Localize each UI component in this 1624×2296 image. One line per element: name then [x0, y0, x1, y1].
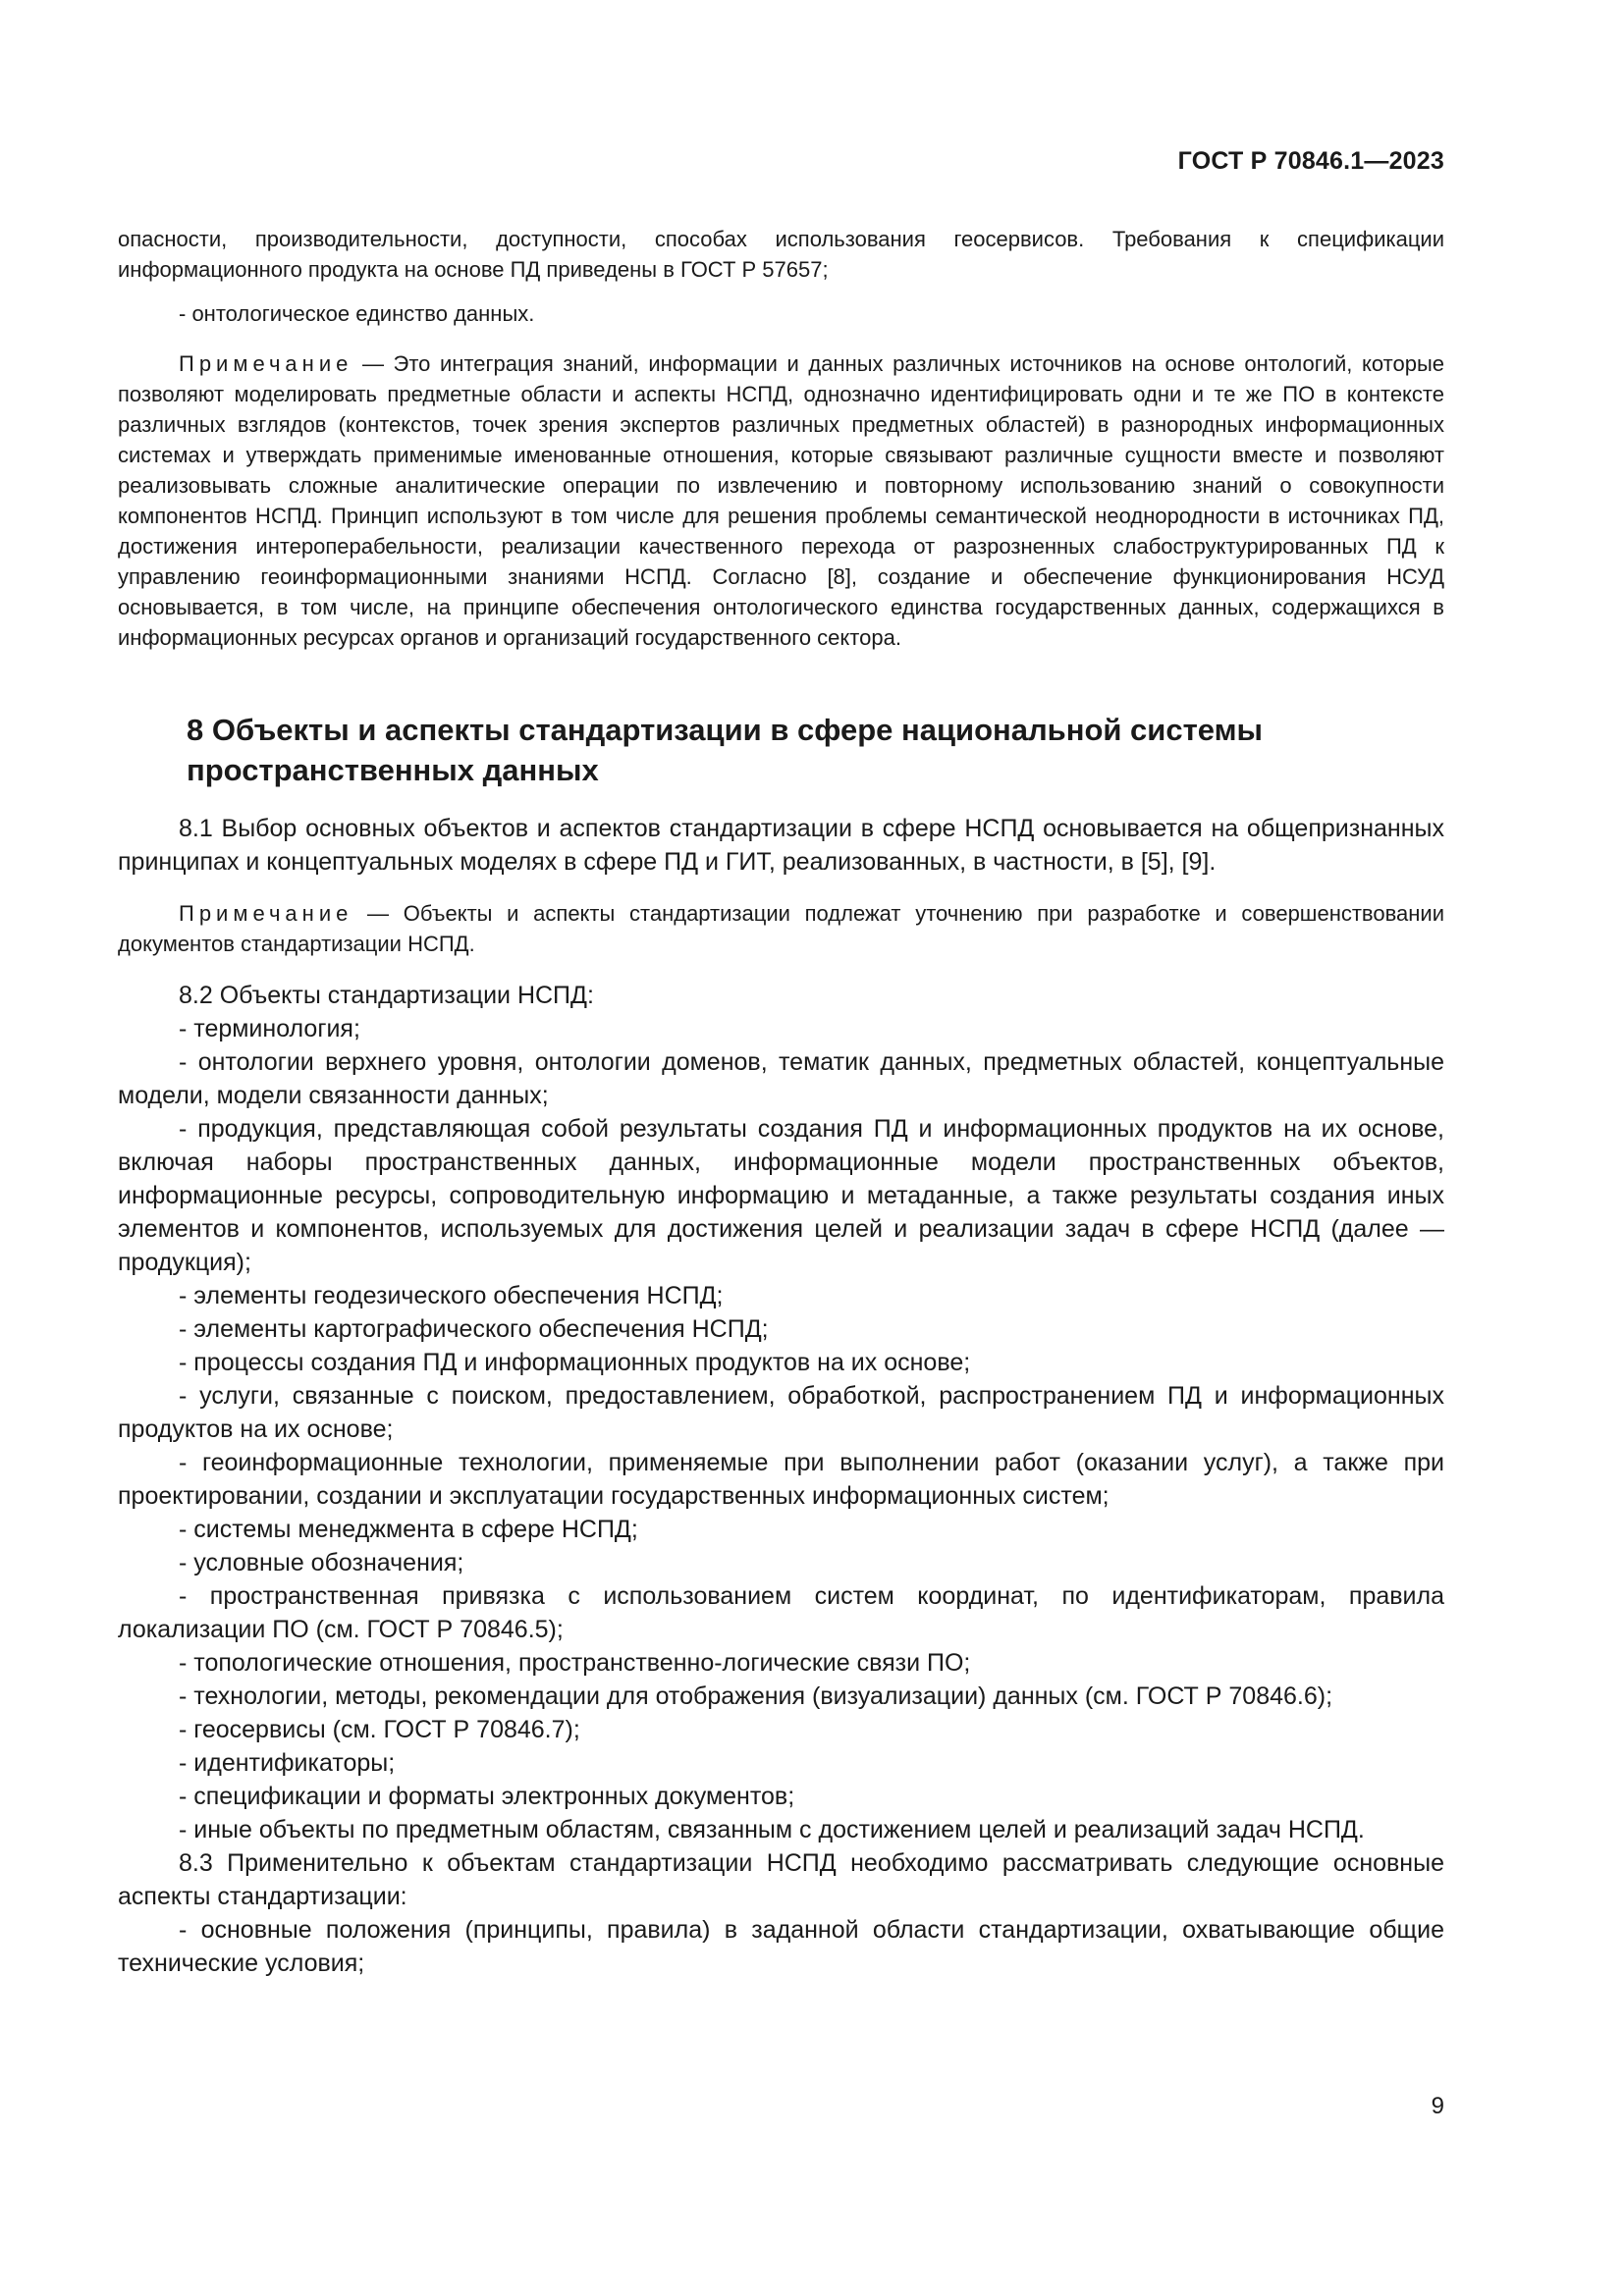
- note-text: — Объекты и аспекты стандартизации подлежат уточнению при разработке и совершенствовании документов стандартизации НСПД.: [118, 901, 1444, 956]
- paragraph-8-2: 8.2 Объекты стандартизации НСПД:: [179, 982, 594, 1009]
- document-code-header: ГОСТ Р 70846.1—2023: [1177, 147, 1444, 175]
- list-item: - идентификаторы;: [179, 1749, 396, 1777]
- note-8-1-block: [118, 898, 1444, 959]
- note-label: Примечание: [179, 351, 353, 376]
- list-item: - технологии, методы, рекомендации для отображения (визуализации) данных (см. ГОСТ Р 70846.6);: [179, 1682, 1333, 1710]
- paragraph-8-3: 8.3 Применительно к объектам стандартизации НСПД необходимо рассматривать следующие основные аспекты стандартизации:: [118, 1849, 1444, 1910]
- list-item: - терминология;: [179, 1015, 360, 1042]
- list-item: - элементы геодезического обеспечения НСПД;: [179, 1282, 724, 1309]
- section-8-heading: [118, 710, 1444, 790]
- note-objects-aspects: [118, 898, 1444, 959]
- list-item: - онтологии верхнего уровня, онтологии доменов, тематик данных, предметных областей, концептуальные модели, модели связанности данных;: [118, 1048, 1444, 1109]
- list-item: - продукция, представляющая собой результаты создания ПД и информационных продуктов на их основе, включая наборы пространственных данных, информационные модели пространственных объектов, информационные ресурсы, сопроводительную информацию и метаданные, а также результаты создания иных элементов и компонентов, используемых для достижения целей и реализации задач в сфере НСПД (далее — продукция);: [118, 1115, 1444, 1276]
- section-8-heading-line-2: пространственных данных: [187, 753, 599, 787]
- list-item: - пространственная привязка с использованием систем координат, по идентификаторам, правила локализации ПО (см. ГОСТ Р 70846.5);: [118, 1582, 1444, 1643]
- list-item: - основные положения (принципы, правила) в заданной области стандартизации, охватывающие общие технические условия;: [118, 1916, 1444, 1977]
- note-ontology: [118, 348, 1444, 653]
- page-number: 9: [1431, 2093, 1444, 2119]
- continuation-paragraph: опасности, производительности, доступности, способах использования геосервисов. Требования к спецификации информационного продукта на основе ПД приведены в ГОСТ Р 57657;: [118, 227, 1444, 282]
- note-label: Примечание: [179, 901, 353, 926]
- top-block: [118, 224, 1444, 653]
- section-8-2-body: [118, 979, 1444, 1980]
- page-content: [118, 224, 1444, 1980]
- bullet-ontology-unity: - онтологическое единство данных.: [179, 301, 535, 326]
- list-item: - геосервисы (см. ГОСТ Р 70846.7);: [179, 1716, 580, 1743]
- list-item: - топологические отношения, пространственно-логические связи ПО;: [179, 1649, 971, 1677]
- list-item: - иные объекты по предметным областям, связанным с достижением целей и реализаций задач НСПД.: [179, 1816, 1365, 1843]
- list-item: - элементы картографического обеспечения НСПД;: [179, 1315, 769, 1343]
- note-text: — Это интеграция знаний, информации и данных различных источников на основе онтологий, которые позволяют моделировать предметные области и аспекты НСПД, однозначно идентифицировать одни и те же ПО в контексте различных взглядов (контекстов, точек зрения экспертов различных предметных областей) в разнородных информационных системах и утверждать применимые именованные отношения, которые связывают различные сущности вместе и позволяют реализовывать сложные аналитические операции по извлечению и повторному использованию знаний о совокупности компонентов НСПД. Принцип используют в том числе для решения проблемы семантической неоднородности в источниках ПД, достижения интероперабельности, реализации качественного перехода от разрозненных слабоструктурированных ПД к управлению геоинформационными знаниями НСПД. Согласно [8], создание и обеспечение функционирования НСУД основывается, в том числе, на принципе обеспечения онтологического единства государственных данных, содержащихся в информационных ресурсах органов и организаций государственного сектора.: [118, 351, 1444, 650]
- list-item: - системы менеджмента в сфере НСПД;: [179, 1516, 638, 1543]
- section-8-heading-line-1: 8 Объекты и аспекты стандартизации в сфере национальной системы: [187, 713, 1264, 747]
- paragraph-8-1: 8.1 Выбор основных объектов и аспектов стандартизации в сфере НСПД основывается на общепризнанных принципах и концептуальных моделях в сфере ПД и ГИТ, реализованных, в частности, в [5], [9].: [118, 815, 1444, 876]
- list-item: - условные обозначения;: [179, 1549, 464, 1576]
- list-item: - геоинформационные технологии, применяемые при выполнении работ (оказании услуг), а также при проектировании, создании и эксплуатации государственных информационных систем;: [118, 1449, 1444, 1510]
- list-item: - спецификации и форматы электронных документов;: [179, 1783, 795, 1810]
- list-item: - процессы создания ПД и информационных продуктов на их основе;: [179, 1349, 971, 1376]
- list-item: - услуги, связанные с поиском, предоставлением, обработкой, распространением ПД и информационных продуктов на их основе;: [118, 1382, 1444, 1443]
- section-8-body: [118, 812, 1444, 879]
